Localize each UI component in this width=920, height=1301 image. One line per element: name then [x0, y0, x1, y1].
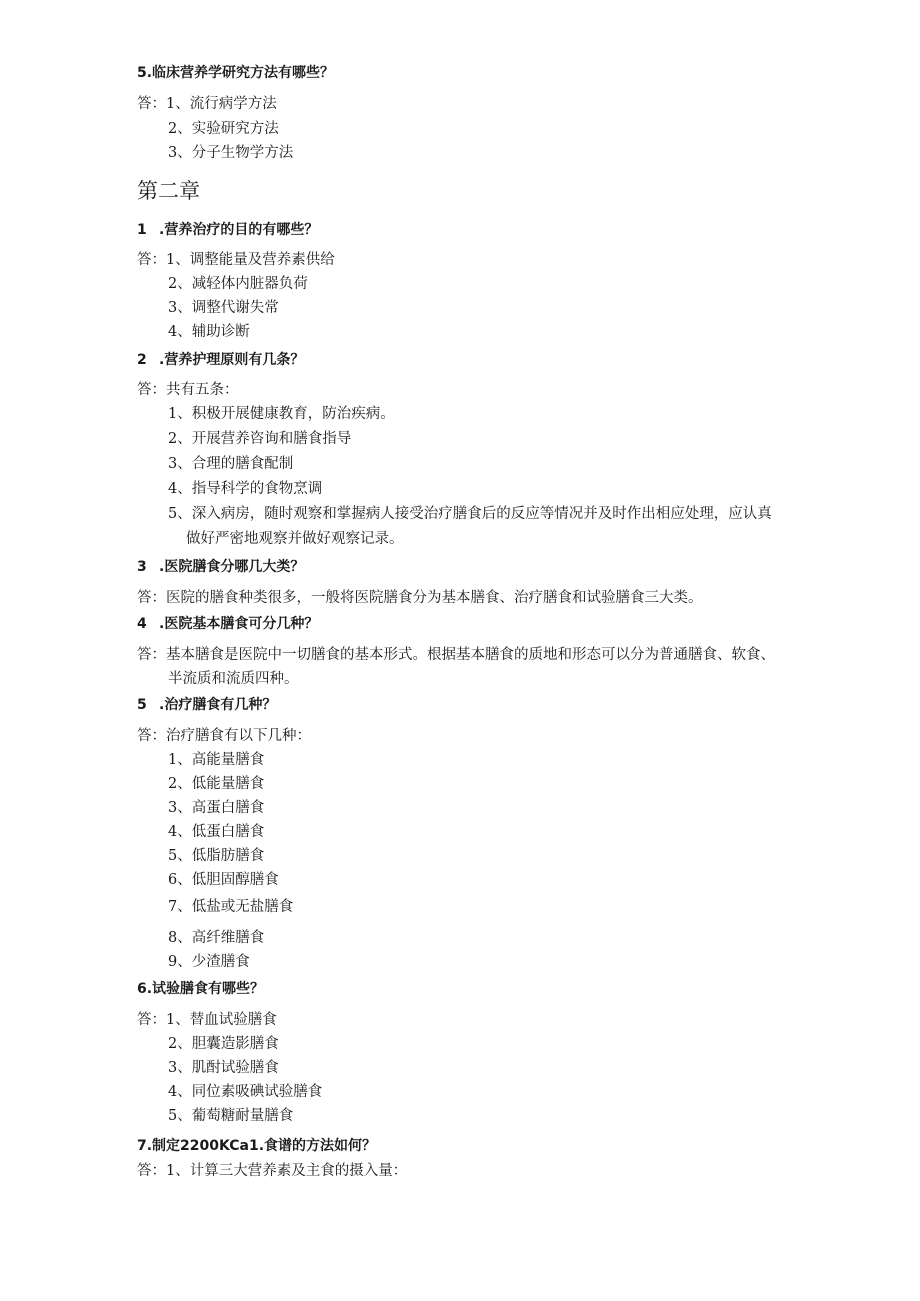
answer-line: 1、积极开展健康教育，防治疾病。 [168, 406, 395, 422]
answer-line: 5、低脂肪膳食 [168, 848, 265, 864]
question-title: 5.临床营养学研究方法有哪些？ [137, 65, 335, 81]
answer-line: 答：医院的膳食种类很多，一般将医院膳食分为基本膳食、治疗膳食和试验膳食三大类。 [137, 590, 703, 606]
answer-line-continued: 做好严密地观察并做好观察记录。 [186, 531, 404, 547]
question-text: .医院膳食分哪几大类？ [159, 559, 305, 575]
answer-line: 4、指导科学的食物烹调 [168, 481, 323, 497]
answer-line: 答：治疗膳食有以下几种： [137, 728, 311, 744]
answer-line: 8、高纤维膳食 [168, 930, 265, 946]
answer-line: 5、葡萄糖耐量膳食 [168, 1108, 294, 1124]
answer-line: 2、实验研究方法 [168, 121, 279, 137]
question-text: .医院基本膳食可分几种？ [159, 616, 319, 632]
answer-line: 答：共有五条： [137, 382, 239, 398]
question-text: .营养治疗的目的有哪些？ [159, 222, 319, 238]
question-title [137, 221, 318, 239]
question-number: 4 [137, 616, 147, 632]
answer-line: 7、低盐或无盐膳食 [168, 899, 294, 915]
chapter-heading: 第二章 [137, 179, 200, 203]
answer-line: 答：1、调整能量及营养素供给 [137, 252, 335, 268]
answer-line: 2、低能量膳食 [168, 776, 265, 792]
answer-line-continued: 半流质和流质四种。 [168, 671, 299, 687]
answer-line: 4、辅助诊断 [168, 324, 250, 340]
question-title [137, 696, 276, 714]
answer-line: 答：1、替血试验膳食 [137, 1012, 277, 1028]
question-title: 7.制定2200KCa1.食谱的方法如何？ [137, 1138, 377, 1154]
question-number: 1 [137, 222, 147, 238]
answer-line: 5、深入病房，随时观察和掌握病人接受治疗膳食后的反应等情况并及时作出相应处理，应认真 [168, 506, 772, 522]
answer-line: 9、少渣膳食 [168, 954, 250, 970]
answer-line: 3、分子生物学方法 [168, 145, 294, 161]
question-title: 6.试验膳食有哪些？ [137, 981, 265, 997]
answer-line: 2、减轻体内脏器负荷 [168, 276, 308, 292]
question-title [137, 351, 304, 369]
answer-line: 4、低蛋白膳食 [168, 824, 265, 840]
answer-line: 4、同位素吸碘试验膳食 [168, 1084, 323, 1100]
answer-line: 3、肌酎试验膳食 [168, 1060, 279, 1076]
question-text: .治疗膳食有几种？ [159, 697, 277, 713]
answer-line: 1、高能量膳食 [168, 752, 265, 768]
answer-line: 2、开展营养咨询和膳食指导 [168, 431, 352, 447]
answer-line: 3、高蛋白膳食 [168, 800, 265, 816]
answer-line: 3、合理的膳食配制 [168, 456, 294, 472]
question-title [137, 615, 318, 633]
question-number: 3 [137, 559, 147, 575]
question-title [137, 558, 304, 576]
question-number: 5 [137, 697, 147, 713]
answer-line: 答：1、流行病学方法 [137, 96, 277, 112]
question-text: .营养护理原则有几条？ [159, 352, 305, 368]
answer-line: 答：基本膳食是医院中一切膳食的基本形式。根据基本膳食的质地和形态可以分为普通膳食、软食、 [137, 647, 775, 663]
answer-line: 6、低胆固醇膳食 [168, 872, 279, 888]
answer-line: 3、调整代谢失常 [168, 300, 279, 316]
question-number: 2 [137, 352, 147, 368]
answer-line: 2、胆囊造影膳食 [168, 1036, 279, 1052]
answer-line: 答：1、计算三大营养素及主食的摄入量： [137, 1163, 408, 1179]
